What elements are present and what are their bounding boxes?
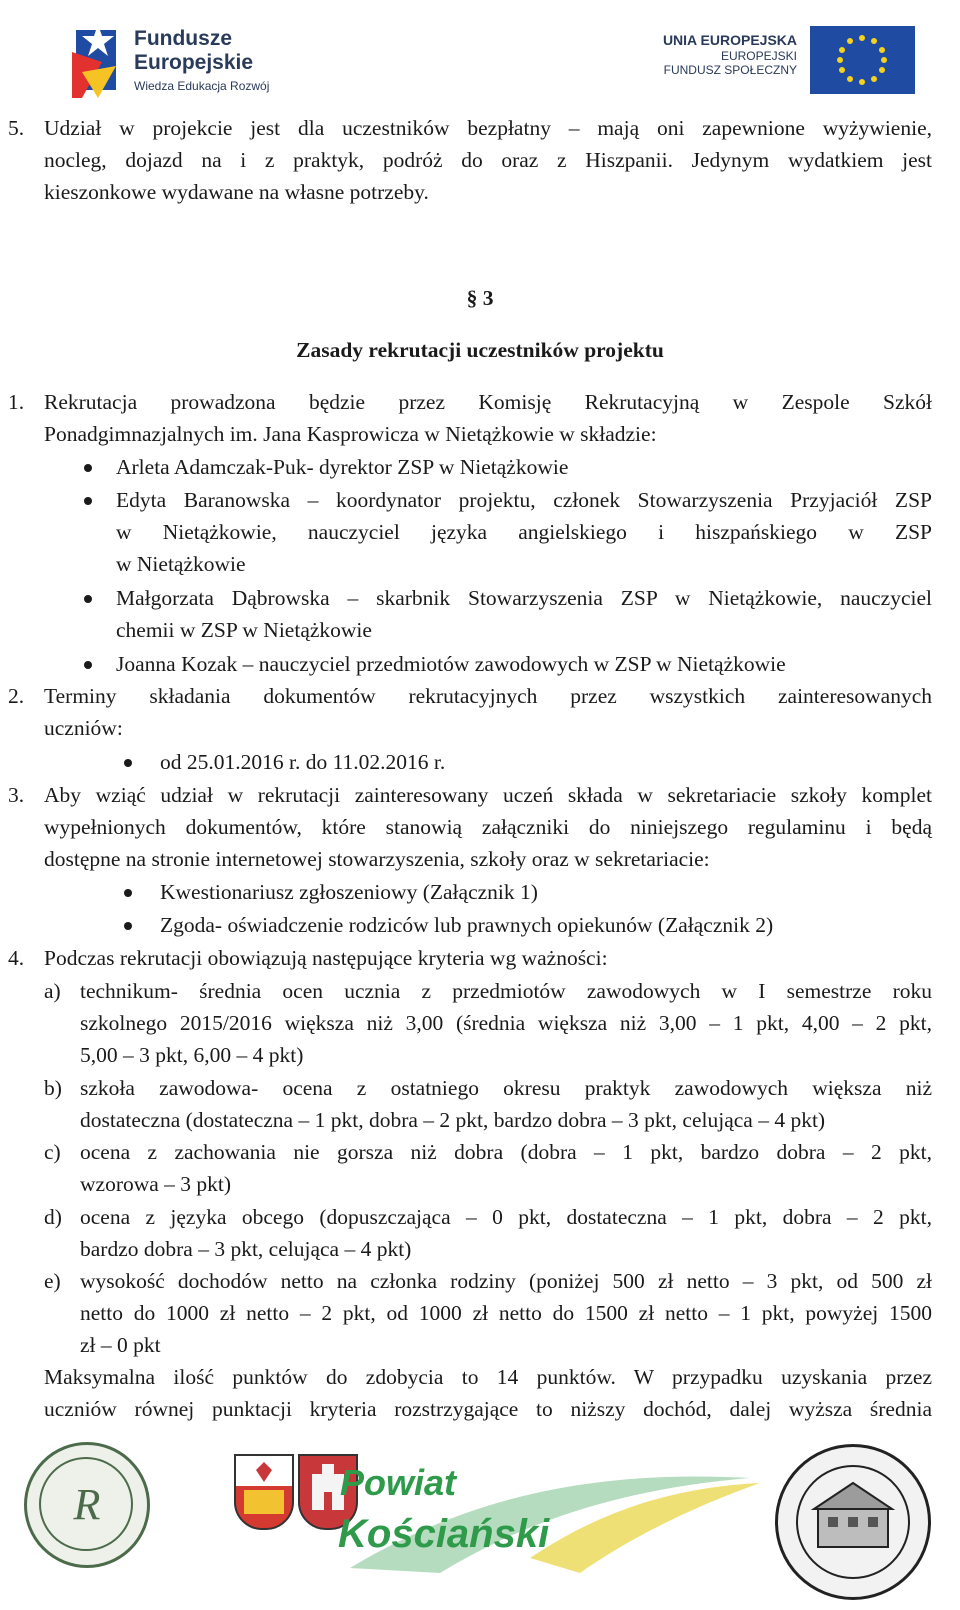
text-line: uczniów równej punktacji kryteria rozstrzygające to niższy dochód, dalej wyższa średnia [44,1397,932,1421]
text-line: dostępne na stronie internetowej stowarzyszenia, szkoły oraz w sekretariacie: [44,847,710,871]
text-line: Maksymalna ilość punktów do zdobycia to 14 punktów. W przypadku uzyskania przez [44,1365,932,1389]
fe-line1: Fundusze [134,27,232,50]
criterion-label: e) [44,1269,61,1293]
eu-social-fund-logo [650,24,915,104]
eu-line2: EUROPEJSKI [720,49,797,63]
fundusze-europejskie-logo [72,22,312,102]
fe-star-icon [72,22,128,98]
criterion-line: technikum- średnia ocen ucznia z przedmiotów zawodowych w I semestrze roku [80,979,932,1003]
attachment-item: Kwestionariusz zgłoszeniowy (Załącznik 1) [160,880,538,904]
text-line: kieszonkowe wydawane na własne potrzeby. [44,180,429,204]
criterion-line: szkolnego 2015/2016 większa niż 3,00 (średnia większa niż 3,00 – 1 pkt, 4,00 – 2 pkt, [80,1011,932,1035]
criterion-line: netto do 1000 zł netto – 2 pkt, od 1000 zł netto do 1500 zł netto – 1 pkt, powyżej 1500 [80,1301,932,1325]
criterion-line: szkoła zawodowa- ocena z ostatniego okresu praktyk zawodowych większa niż [80,1076,932,1100]
bullet-icon [124,889,132,897]
criterion-line: 5,00 – 3 pkt, 6,00 – 4 pkt) [80,1043,304,1067]
section-title: Zasady rekrutacji uczestników projektu [296,338,664,362]
member-line: Joanna Kozak – nauczyciel przedmiotów zawodowych w ZSP w Nietążkowie [116,652,786,676]
bullet-icon [84,497,92,505]
criterion-line: bardzo dobra – 3 pkt, celująca – 4 pkt) [80,1237,412,1261]
criterion-line: wysokość dochodów netto na członka rodziny (poniżej 500 zł netto – 3 pkt, od 500 zł [80,1269,932,1293]
eu-flag-icon [810,26,915,94]
item-number: 3. [8,783,25,807]
fe-line2: Europejskie [134,51,254,74]
text-line: Aby wziąć udział w rekrutacji zainteresowany uczeń składa w sekretariacie szkoły komplet [44,783,932,807]
text-line: Podczas rekrutacji obowiązują następujące kryteria wg ważności: [44,946,608,970]
bullet-icon [124,922,132,930]
member-line: Małgorzata Dąbrowska – skarbnik Stowarzyszenia ZSP w Nietążkowie, nauczyciel [116,586,932,610]
bullet-icon [84,661,92,669]
attachment-item: Zgoda- oświadczenie rodziców lub prawnych opiekunów (Załącznik 2) [160,913,774,937]
criterion-label: c) [44,1140,61,1164]
item-number: 2. [8,684,25,708]
text-line: Terminy składania dokumentów rekrutacyjnych przez wszystkich zainteresowanych [44,684,932,708]
bullet-icon [84,595,92,603]
eu-line3: FUNDUSZ SPOŁECZNY [663,63,797,77]
criterion-line: wzorowa – 3 pkt) [80,1172,232,1196]
text-line: Rekrutacja prowadzona będzie przez Komisję Rekrutacyjną w Zespole Szkół [44,390,932,414]
criterion-line: ocena z języka obcego (dopuszczająca – 0 pkt, dostateczna – 1 pkt, dobra – 2 pkt, [80,1205,932,1229]
svg-text:R: R [73,1480,101,1529]
association-seal-icon [24,1442,150,1568]
member-line: chemii w ZSP w Nietążkowie [116,618,372,642]
school-seal-icon [775,1444,931,1600]
eu-line1: UNIA EUROPEJSKA [662,32,797,48]
item-number: 1. [8,390,25,414]
text-line: wypełnionych dokumentów, które stanowią załączniki do niniejszego regulaminu i będą [44,815,932,839]
member-line: Arleta Adamczak-Puk- dyrektor ZSP w Nietążkowie [116,455,569,479]
text-line: Ponadgimnazjalnych im. Jana Kasprowicza w Nietążkowie w składzie: [44,422,657,446]
item-number: 4. [8,946,25,970]
powiat-label: Powiat [340,1462,457,1503]
footer-logos [0,1438,960,1610]
bullet-icon [84,464,92,472]
criterion-label: b) [44,1076,62,1100]
koscianski-label: Kościański [338,1512,550,1556]
text-line: Udział w projekcie jest dla uczestników bezpłatny – mają oni zapewnione wyżywienie, [44,116,932,140]
bullet-icon [124,759,132,767]
county-crest-icon [234,1454,294,1530]
date-range: od 25.01.2016 r. do 11.02.2016 r. [160,750,446,774]
text-line: nocleg, dojazd na i z praktyk, podróż do oraz z Hiszpanii. Jedynym wydatkiem jest [44,148,932,172]
member-line: Edyta Baranowska – koordynator projektu, członek Stowarzyszenia Przyjaciół ZSP [116,488,932,512]
criterion-line: ocena z zachowania nie gorsza niż dobra (dobra – 1 pkt, bardzo dobra – 2 pkt, [80,1140,932,1164]
item-number: 5. [8,116,25,140]
fe-line3: Wiedza Edukacja Rozwój [134,79,270,93]
text-line: uczniów: [44,716,123,740]
criterion-label: a) [44,979,61,1003]
criterion-line: zł – 0 pkt [80,1333,161,1357]
section-symbol: § 3 [466,286,494,310]
criterion-line: dostateczna (dostateczna – 1 pkt, dobra – 2 pkt, bardzo dobra – 3 pkt, celująca – 4 pkt) [80,1108,826,1132]
criterion-label: d) [44,1205,62,1229]
member-line: w Nietążkowie, nauczyciel języka angielskiego i hiszpańskiego w ZSP [116,520,932,544]
member-line: w Nietążkowie [116,552,246,576]
